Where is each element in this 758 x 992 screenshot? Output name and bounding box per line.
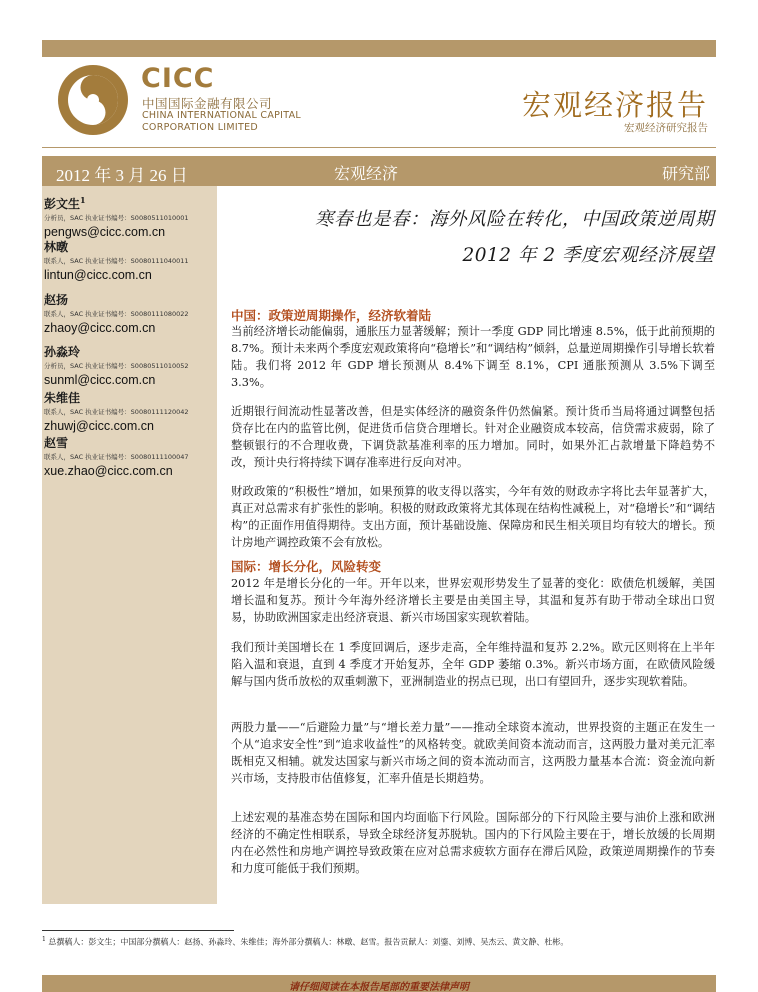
disclaimer-text[interactable]: 请仔细阅读在本报告尾部的重要法律声明	[289, 982, 469, 992]
footnote-divider	[42, 930, 234, 931]
author-license: 分析员，SAC 执业证书编号：S0080511010001	[44, 214, 189, 222]
author-license: 联系人，SAC 执业证书编号：S0080111120042	[44, 408, 189, 416]
author-name: 孙淼玲	[44, 345, 81, 359]
report-type-title: 宏观经济报告	[521, 88, 708, 122]
body-paragraph: 2012 年是增长分化的一年。开年以来，世界宏观形势发生了显著的变化：欧债危机缓解，美国增长温和复苏。预计今年海外经济增长主要是由美国主导，其温和复苏有助于带动全球出口贸易，协助欧洲国家走出经济衰退、新兴市场国家实现软着陆。	[231, 577, 715, 624]
report-main-subtitle: 2012 年 2 季度宏观经济展望	[462, 245, 714, 266]
footnote	[42, 936, 568, 948]
report-topic: 宏观经济	[334, 164, 399, 183]
author-name: 赵扬	[44, 293, 69, 307]
author-name: 彭文生$^1$	[44, 195, 86, 211]
body-paragraph: 两股力量——“后避险力量”与“增长差力量”——推动全球资本流动，世界投资的主题正在发生一个从“追求安全性”到“追求收益性”的风格转变。就欧美间资本流动而言，这两股力量对美元汇率既相克又相辅。就发达国家与新兴市场之间的资本流动而言，这两股力量基本合流：资金流向新兴市场，支持股市估值修复，汇率升值是长期趋势。	[231, 721, 715, 785]
author-license: 分析员，SAC 执业证书编号：S0080511010052	[44, 362, 189, 370]
author-name: 林暾	[44, 240, 69, 254]
report-main-title: 寒春也是春：海外风险在转化，中国政策逆周期	[314, 209, 714, 230]
body-paragraph: 上述宏观的基准态势在国际和国内均面临下行风险。国际部分的下行风险主要与油价上涨和欧洲经济的不确定性相联系，导致全球经济复苏脱轨。国内的下行风险主要在于，增长放缓的长周期内在必然性和房地产调控导致政策在应对总需求疲软方面存在滞后风险，政策逆周期操作的节奏和力度可能低于我们预期。	[231, 811, 715, 875]
section-heading-china: 中国：政策逆周期操作，经济软着陆	[231, 308, 432, 323]
author-name: 朱维佳	[44, 391, 81, 405]
author-block	[44, 193, 214, 239]
author-block	[44, 345, 214, 387]
header-divider	[42, 147, 716, 148]
author-email[interactable]: zhaoy@cicc.com.cn	[44, 321, 156, 335]
author-block	[44, 293, 214, 335]
logo-english-name-line1: CHINA INTERNATIONAL CAPITAL	[142, 110, 302, 121]
cicc-logo-icon	[57, 64, 129, 136]
author-name: 赵雪	[44, 436, 69, 450]
author-email[interactable]: xue.zhao@cicc.com.cn	[44, 464, 173, 478]
date-band	[42, 156, 716, 186]
author-email[interactable]: lintun@cicc.com.cn	[44, 268, 152, 282]
logo-chinese-name: 中国国际金融有限公司	[142, 96, 273, 111]
author-license: 联系人，SAC 执业证书编号：S0080111100047	[44, 453, 189, 461]
top-decor-bar	[42, 40, 716, 57]
author-block	[44, 391, 214, 433]
report-date: 2012 年 3 月 26 日	[56, 166, 188, 185]
body-paragraph: 当前经济增长动能偏弱，通胀压力显著缓解；预计一季度 GDP 同比增速 8.5%，低于此前预期的 8.7%。预计未来两个季度宏观政策将向“稳增长”和“调结构”倾斜，总量逆周期操作引导增长软着陆。我们将 2012 年 GDP 增长预测从 8.4%下调至 8.1%，CPI 通胀预测从 3.5%下调至 3.3%。	[231, 325, 715, 389]
author-email[interactable]: pengws@cicc.com.cn	[44, 225, 166, 239]
logo-english-name-line2: CORPORATION LIMITED	[142, 122, 259, 133]
logo-wordmark: CICC	[141, 63, 215, 94]
disclaimer-bar	[42, 975, 716, 992]
author-block	[44, 240, 214, 282]
author-license: 联系人，SAC 执业证书编号：S0080111080022	[44, 310, 189, 318]
body-paragraph: 近期银行间流动性显著改善，但是实体经济的融资条件仍然偏紧。预计货币当局将通过调整包括贷存比在内的监管比例，促进货币信贷合理增长。针对企业融资成本较高，信贷需求疲弱，除了整顿银行的不合理收费，下调贷款基准利率的压力增加。同时，如果外汇占款增量下降趋势不改，预计央行将持续下调存准率进行反向对冲。	[231, 405, 715, 469]
author-email[interactable]: zhuwj@cicc.com.cn	[44, 419, 154, 433]
section-heading-international: 国际：增长分化，风险转变	[231, 559, 382, 574]
footnote-text: 总撰稿人：彭文生；中国部分撰稿人：赵扬、孙淼玲、朱维佳；海外部分撰稿人：林暾、赵雪。报告贡献人：刘鎏、刘博、吴杰云、黄文静、杜彬。	[48, 937, 569, 947]
author-email[interactable]: sunml@cicc.com.cn	[44, 373, 156, 387]
footnote-marker: 1	[42, 936, 46, 943]
author-license: 联系人，SAC 执业证书编号：S0080111040011	[44, 257, 189, 265]
author-footnote-ref: 1	[80, 195, 86, 205]
author-block	[44, 436, 214, 478]
report-department: 研究部	[661, 164, 710, 183]
body-paragraph: 我们预计美国增长在 1 季度回调后，逐步走高，全年维持温和复苏 2.2%。欧元区则将在上半年陷入温和衰退，直到 4 季度才开始复苏，全年 GDP 萎缩 0.3%。新兴市场方面，在欧债风险缓解与国内货币放松的双重刺激下，亚洲制造业的拐点已现，出口有望回升，逐步实现软着陆。	[231, 641, 715, 688]
body-paragraph: 财政政策的“积极性”增加，如果预算的收支得以落实，今年有效的财政赤字将比去年显著扩大，真正对总需求有扩张性的影响。积极的财政政策将尤其体现在结构性减税上，对“稳增长”和“调结构”的正面作用值得期待。支出方面，预计基础设施、保障房和民生相关项目均有较大的增长。预计房地产调控政策不会有放松。	[231, 485, 715, 549]
report-type-subtitle: 宏观经济研究报告	[624, 122, 708, 134]
